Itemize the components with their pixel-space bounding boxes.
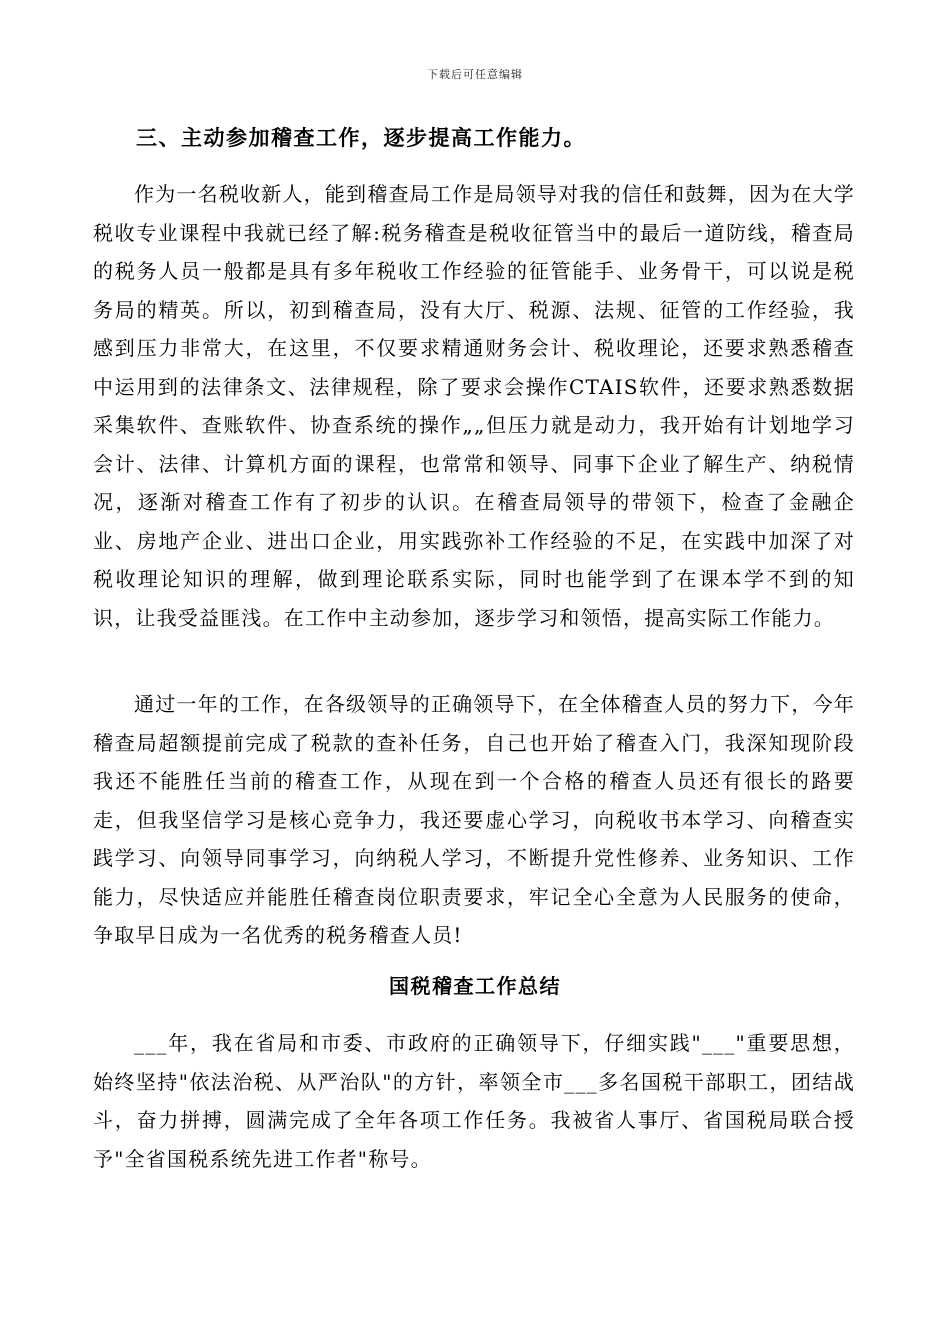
- paragraph-2: 通过一年的工作，在各级领导的正确领导下，在全体稽查人员的努力下，今年稽查局超额提前完成了税款的查补任务，自己也开始了稽查入门，我深知现阶段我还不能胜任当前的稽查工作，从现在到一个合格的稽查人员还有很长的路要走，但我坚信学习是核心竞争力，我还要虚心学习，向税收书本学习、向稽查实践学习、向领导同事学习，向纳税人学习，不断提升党性修养、业务知识、工作能力，尽快适应并能胜任稽查岗位职责要求，牢记全心全意为人民服务的使命，争取早日成为一名优秀的税务稽查人员!: [93, 692, 855, 947]
- paragraph-1: 作为一名税收新人，能到稽查局工作是局领导对我的信任和鼓舞，因为在大学税收专业课程中我就已经了解:税务稽查是税收征管当中的最后一道防线，稽查局的税务人员一般都是具有多年税收工作经验的征管能手、业务骨干，可以说是税务局的精英。所以，初到稽查局，没有大厅、税源、法规、征管的工作经验，我感到压力非常大，在这里，不仅要求精通财务会计、税收理论，还要求熟悉稽查中运用到的法律条文、法律规程，除了要求会操作CTAIS软件，还要求熟悉数据采集软件、查账软件、协查系统的操作„„但压力就是动力，我开始有计划地学习会计、法律、计算机方面的课程，也常常和领导、同事下企业了解生产、纳税情况，逐渐对稽查工作有了初步的认识。在稽查局领导的带领下，检查了金融企业、房地产企业、进出口企业，用实践弥补工作经验的不足，在实践中加深了对税收理论知识的理解，做到理论联系实际，同时也能学到了在课本学不到的知识，让我受益匪浅。在工作中主动参加，逐步学习和领悟，提高实际工作能力。: [93, 182, 855, 630]
- header-note: 下载后可任意编辑: [427, 68, 523, 81]
- section-heading: 三、主动参加稽查工作，逐步提高工作能力。: [136, 125, 586, 150]
- paragraph-3: ___年，我在省局和市委、市政府的正确领导下，仔细实践"___"重要思想，始终坚持"依法治税、从严治队"的方针，率领全市___多名国税干部职工，团结战斗，奋力拼搏，圆满完成了全年各项工作任务。我被省人事厅、省国税局联合授予"全省国税系统先进工作者"称号。: [93, 1031, 855, 1171]
- document-title: 国税稽查工作总结: [389, 974, 561, 998]
